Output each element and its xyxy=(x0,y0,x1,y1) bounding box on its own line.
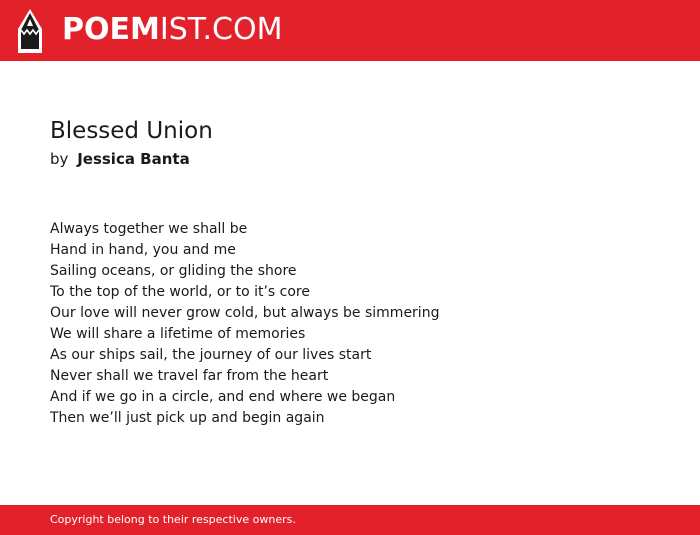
site-header xyxy=(0,0,700,61)
by-label: by xyxy=(50,150,69,168)
poem-line: Our love will never grow cold, but always be simmering xyxy=(50,305,440,321)
poem-line: Never shall we travel far from the heart xyxy=(50,368,329,384)
poem-line: Hand in hand, you and me xyxy=(50,242,236,258)
pencil-tip-icon xyxy=(18,9,42,53)
author-name[interactable]: Jessica Banta xyxy=(77,150,190,168)
site-logo[interactable] xyxy=(62,11,282,49)
poem-line: To the top of the world, or to it’s core xyxy=(50,284,310,300)
poem-line: Then we’ll just pick up and begin again xyxy=(50,410,325,426)
copyright-text: Copyright belong to their respective owners. xyxy=(50,513,296,526)
site-footer xyxy=(0,505,700,535)
poem-body xyxy=(50,219,439,429)
poem-line: Always together we shall be xyxy=(50,221,248,237)
poem-byline xyxy=(50,148,190,170)
poem-title: Blessed Union xyxy=(50,118,213,144)
poem-line: Sailing oceans, or gliding the shore xyxy=(50,263,297,279)
poem-line: We will share a lifetime of memories xyxy=(50,326,306,342)
poem-line: And if we go in a circle, and end where we began xyxy=(50,389,396,405)
poem-line: As our ships sail, the journey of our lives start xyxy=(50,347,372,363)
logo-text-light: IST.COM xyxy=(159,12,283,47)
logo-text-bold: POEM xyxy=(62,12,160,47)
